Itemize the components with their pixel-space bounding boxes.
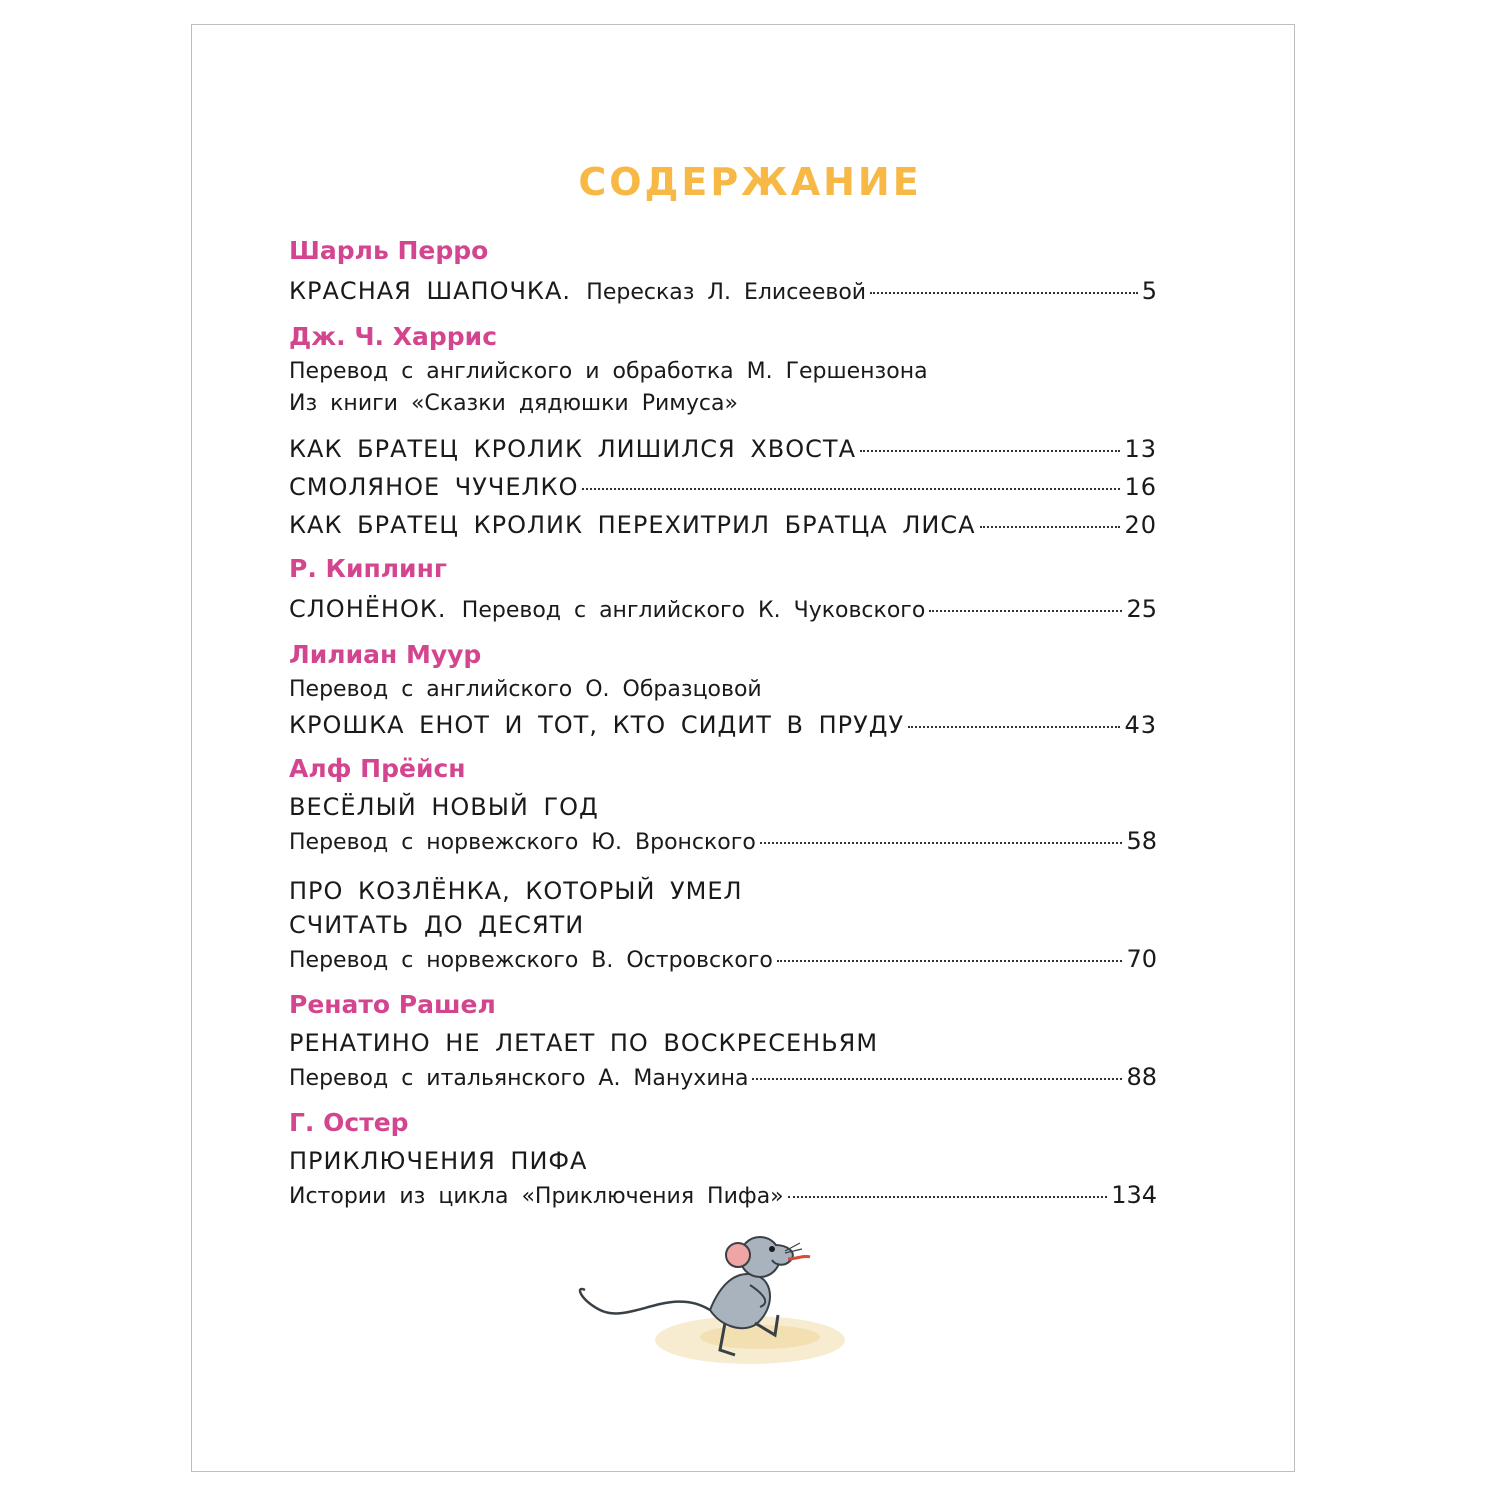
story-title: СЧИТАТЬ ДО ДЕСЯТИ bbox=[289, 911, 585, 939]
author-rascel: Ренато Рашел bbox=[289, 990, 496, 1019]
toc-entry[interactable]: Истории из цикла «Приключения Пифа» 134 bbox=[289, 1181, 1157, 1209]
author-oster: Г. Остер bbox=[289, 1108, 409, 1137]
page-title: СОДЕРЖАНИЕ bbox=[578, 160, 922, 204]
story-title: РЕНАТИНО НЕ ЛЕТАЕТ ПО ВОСКРЕСЕНЬЯМ bbox=[289, 1029, 879, 1057]
author-proysen: Алф Прёйсн bbox=[289, 754, 466, 783]
toc-entry[interactable]: Перевод с норвежского В. Островского 70 bbox=[289, 945, 1157, 973]
toc-entry[interactable]: КАК БРАТЕЦ КРОЛИК ЛИШИЛСЯ ХВОСТА 13 bbox=[289, 435, 1157, 463]
toc-entry[interactable]: СЛОНЁНОК. Перевод с английского К. Чуковского 25 bbox=[289, 595, 1157, 623]
translation-note: Перевод с английского и обработка М. Гершензона bbox=[289, 359, 928, 384]
table-of-contents bbox=[289, 230, 1157, 1214]
toc-entry[interactable]: КРОШКА ЕНОТ И ТОТ, КТО СИДИТ В ПРУДУ 43 bbox=[289, 711, 1157, 739]
translation-note: Перевод с английского О. Образцовой bbox=[289, 677, 762, 702]
author-perrault: Шарль Перро bbox=[289, 236, 489, 265]
story-title: ВЕСЁЛЫЙ НОВЫЙ ГОД bbox=[289, 793, 599, 821]
story-title: ПРИКЛЮЧЕНИЯ ПИФА bbox=[289, 1147, 588, 1175]
toc-entry[interactable]: КАК БРАТЕЦ КРОЛИК ПЕРЕХИТРИЛ БРАТЦА ЛИСА 20 bbox=[289, 511, 1157, 539]
toc-entry[interactable]: СМОЛЯНОЕ ЧУЧЕЛКО 16 bbox=[289, 473, 1157, 501]
author-moore: Лилиан Муур bbox=[289, 640, 482, 669]
toc-entry[interactable]: КРАСНАЯ ШАПОЧКА. Пересказ Л. Елисеевой 5 bbox=[289, 277, 1157, 305]
toc-entry[interactable]: Перевод с итальянского А. Манухина 88 bbox=[289, 1063, 1157, 1091]
author-kipling: Р. Киплинг bbox=[289, 554, 447, 583]
source-note: Из книги «Сказки дядюшки Римуса» bbox=[289, 391, 738, 416]
story-title: ПРО КОЗЛЁНКА, КОТОРЫЙ УМЕЛ bbox=[289, 877, 743, 905]
author-harris: Дж. Ч. Харрис bbox=[289, 322, 498, 351]
mouse-illustration-icon bbox=[560, 1215, 860, 1395]
toc-entry[interactable]: Перевод с норвежского Ю. Вронского 58 bbox=[289, 827, 1157, 855]
